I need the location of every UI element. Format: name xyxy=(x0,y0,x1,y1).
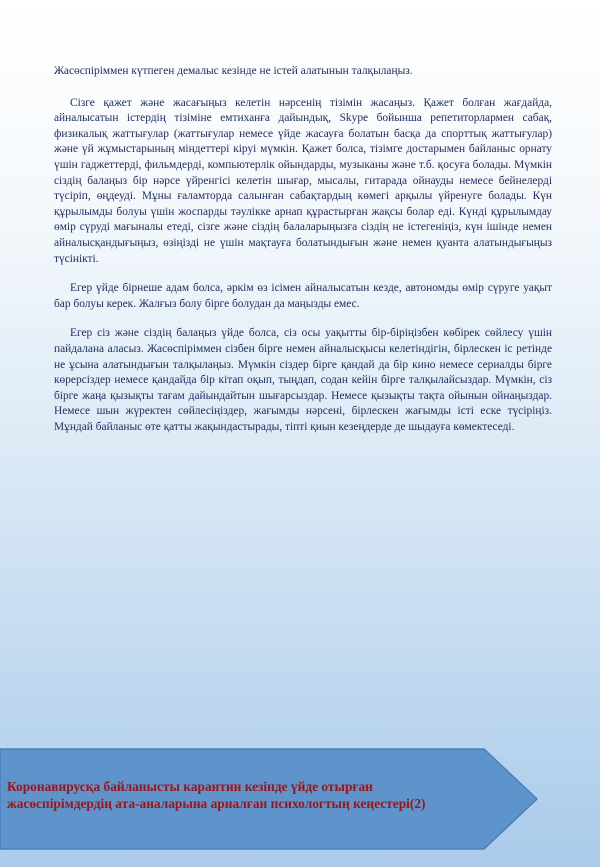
paragraph-autonomy: Егер үйде бірнеше адам болса, әркім өз ісімен айналысатын кезде, автономды өмір сүруге уақыт бар болуы керек. Жалғыз болу бірге болудан да маңызды емес. xyxy=(54,282,552,310)
intro-paragraph: Жасөспіріммен күтпеген демалыс кезінде не істей алатынын талқылаңыз. xyxy=(54,65,413,77)
banner-title: Коронавирусқа байланысты карантин кезінде үйде отырған жасөспірімдердің ата-аналарына арналған психологтың кеңестері(2) xyxy=(7,779,426,811)
paragraph-make-list: Сізге қажет және жасағыңыз келетін нәрсенің тізімін жасаңыз. Қажет болған жағдайда, айналысатын істердің тізіміне емтиханға дайындық, Skype бойынша репетиторлармен сабақ, физикалық жаттығулар (жаттығулар немесе үйде жасауға болатын басқа да спорттық жаттығулар) және үй жұмыстарының міндеттері кіруі мүмкін. Қажет болса, тізімге достарымен байланыс орнату үшін гаджеттерді, фильмдерді, компьютерлік ойындарды, музыканы және т.б. қосуға болады. Мүмкін сіздің балаңыз бір нәрсе үйренгісі келетін шығар, мысалы, гитарада ойнауды немесе бейнелерді түсіріп, өңдеуді. Мұны ғаламторда салынған сабақтардың көмегі арқылы үйренуге болады. Күн құрылымды болуы үшін жоспарды тәулікке арнап құрастырған жақсы болар еді. Күнді құрылымдау өмір сүруді мағыналы етеді, сізге және сіздің балаларыңызға сіздің не істегеніңіз, күн ішінде немен айналысқандығыңыз, өзіңізді не үшін мақтауға болатындығын және немен қуанта алатындығыңыз түсінікті. xyxy=(54,96,552,265)
paragraph-together: Егер сіз және сіздің балаңыз үйде болса, сіз осы уақытты бір-біріңізбен көбірек сөйлесу үшін пайдалана аласыз. Жасөспіріммен сізбен бірге немен айналысқысы келетіндігін, бірлескен іс ретінде не ұсына алатындығын талқылаңыз. Мүмкін сіздер бірге қандай да бір кино немесе сериалды бірге көрерсіздер немесе қандайда бір кітап оқып, тыңдап, содан кейін бірге талқылайсыздар. Мүмкін, сіз бірге жаңа қызықты тағам дайындайтын шығарсыздар. Немесе қызықты тақта ойынын ойнаңыздар. Немесе шын жүректен сөйлесіңіздер, жағымды нәрсені, бірлескен жағымды істі еске түсіріңіз. Мұндай байланыс өте қатты жақындастырады, тіпті қиын кезеңдерде де шыдауға көмектеседі. xyxy=(54,327,552,433)
title-banner xyxy=(0,748,540,850)
article-body xyxy=(54,64,552,435)
